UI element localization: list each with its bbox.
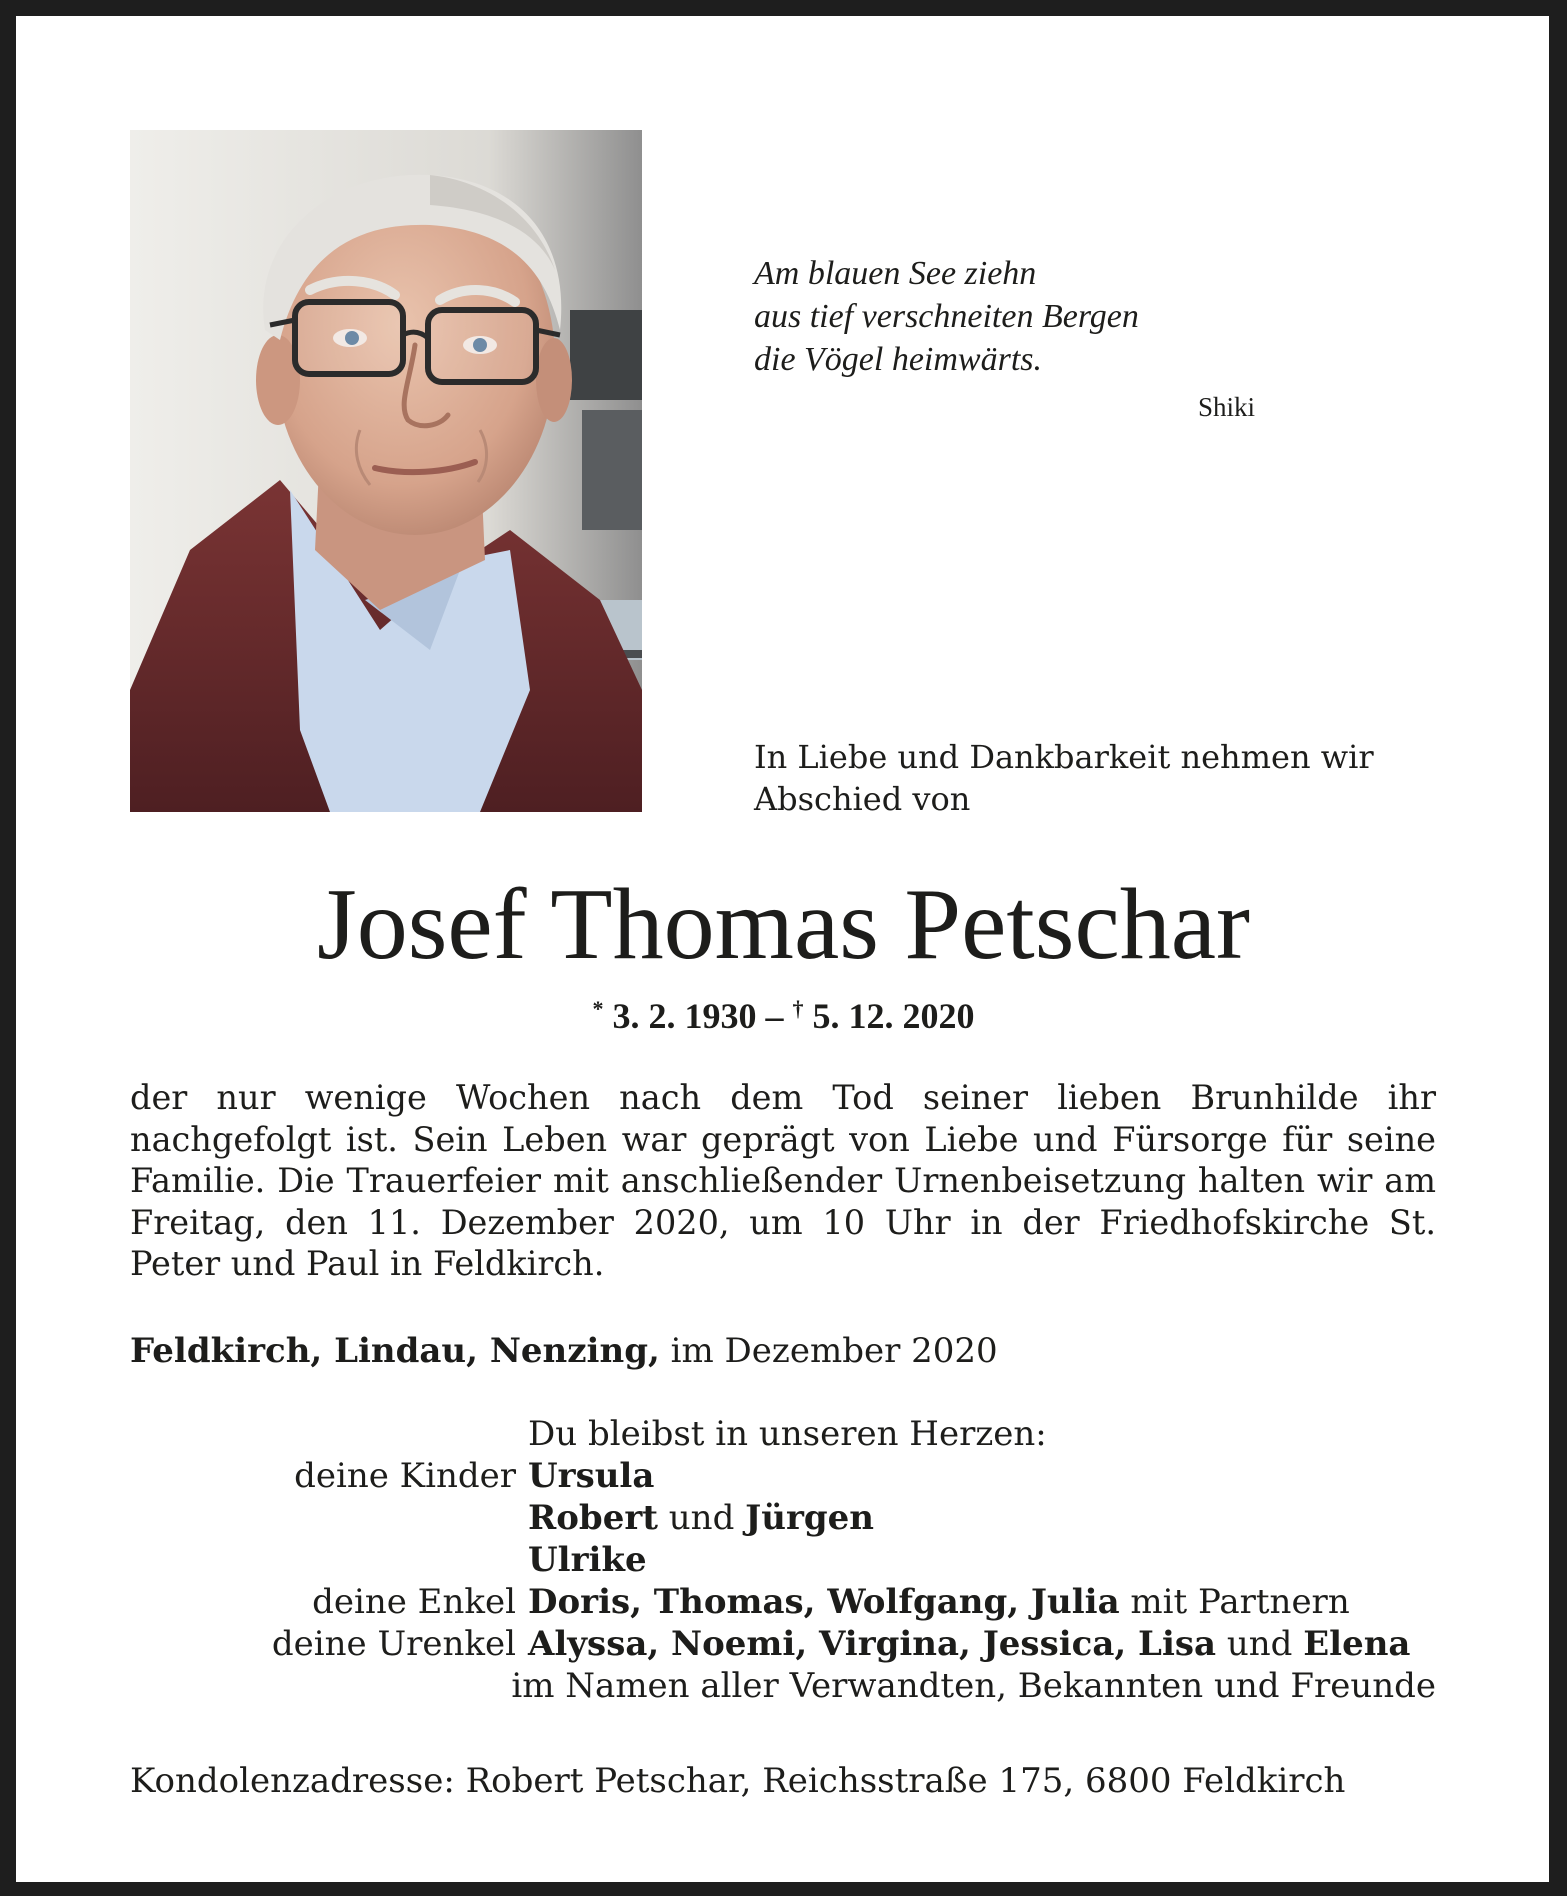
deceased-name: Josef Thomas Petschar [317, 868, 1250, 981]
birth-date: 3. 2. 1930 [612, 996, 757, 1036]
poem-line: Am blauen See ziehn [754, 255, 1037, 292]
announcement-text: der nur wenige Wochen nach dem Tod seiner lieben Brunhilde ihr nachgefolgt ist. Sein Leben war geprägt von Liebe und Fürsorge für seine Familie. Die Trauerfeier mit anschließender Urnenbeisetzung halten wir am Freitag, den 11. Dezember 2020, um 10 Uhr in der Friedhofskirche St. Peter und Paul in Feldkirch. [130, 1078, 1436, 1283]
children-row [130, 1539, 1436, 1581]
and-word: und [668, 1498, 735, 1538]
child-name: Ursula [528, 1456, 655, 1496]
condolence-address: Kondolenzadresse: Robert Petschar, Reichsstraße 175, 6800 Feldkirch [130, 1761, 1346, 1801]
life-dates [0, 995, 1567, 1037]
children-row [130, 1455, 1436, 1497]
greatgrandchildren-names: Alyssa, Noemi, Virgina, Jessica, Lisa [528, 1624, 1217, 1664]
poem-author: Shiki [1197, 392, 1255, 422]
children-label: deine Kinder [294, 1456, 516, 1496]
portrait-photo [130, 130, 642, 812]
places: Feldkirch, Lindau, Nenzing, [130, 1331, 660, 1371]
grandchildren-row [130, 1581, 1436, 1623]
farewell-line-1: In Liebe und Dankbarkeit nehmen wir [754, 738, 1374, 776]
child-name: Robert [528, 1498, 658, 1538]
farewell-text [754, 736, 1444, 820]
closing-row [130, 1665, 1436, 1707]
grandchildren-names: Doris, Thomas, Wolfgang, Julia [528, 1582, 1120, 1622]
death-symbol: † [792, 996, 804, 1021]
family-intro: Du bleibst in unseren Herzen: [528, 1414, 1047, 1454]
month-year: im Dezember 2020 [670, 1331, 998, 1371]
family-intro-row [130, 1413, 1436, 1455]
farewell-line-2: Abschied von [754, 780, 971, 818]
poem-line: die Vögel heimwärts. [754, 341, 1043, 378]
greatgrandchildren-row [130, 1623, 1436, 1665]
place-and-date [130, 1330, 1430, 1372]
child-name: Ulrike [528, 1540, 647, 1580]
greatgrandchild-last: Elena [1303, 1624, 1411, 1664]
grandchildren-label: deine Enkel [312, 1582, 516, 1622]
family-closing: im Namen aller Verwandten, Bekannten und Freunde [511, 1666, 1436, 1706]
greatgrandchildren-label: deine Urenkel [271, 1624, 516, 1664]
and-word: und [1226, 1624, 1293, 1664]
poem [754, 252, 1254, 381]
grandchildren-suffix: mit Partnern [1130, 1582, 1350, 1622]
child-name: Jürgen [745, 1498, 875, 1538]
date-separator: – [765, 996, 784, 1036]
death-date: 5. 12. 2020 [812, 996, 975, 1036]
birth-symbol: * [592, 996, 604, 1021]
poem-line: aus tief verschneiten Bergen [754, 298, 1139, 335]
children-row [130, 1497, 1436, 1539]
family-list [130, 1413, 1436, 1707]
